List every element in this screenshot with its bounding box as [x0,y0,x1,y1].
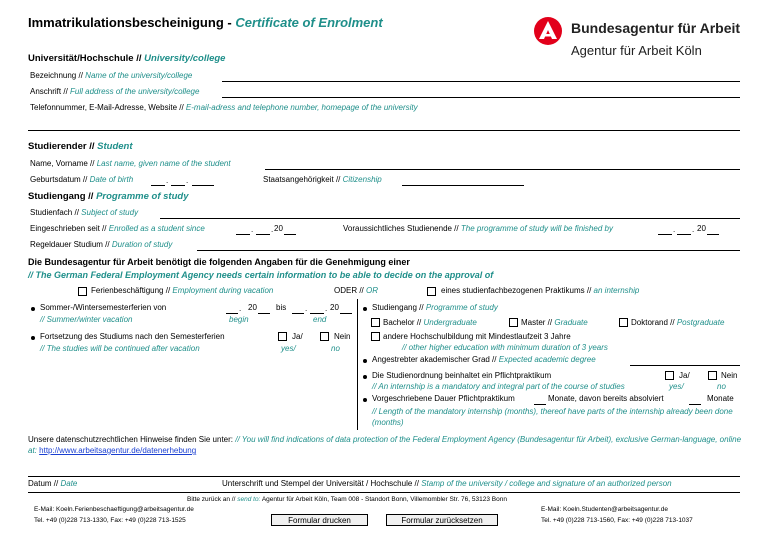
enrolled-label: Eingeschrieben seit // Enrolled as a student since [30,224,205,233]
mandatory-label-2: Monate, davon bereits absolviert [548,394,664,403]
privacy-notice: Unsere datenschutzrechtlichen Hinweise finden Sie unter: // You will find indications of data protection of the Federal Employment Agency (Bundesagentur für Arbeit), exclusive German-language, online at: http://www.arbeitsagentur.de/datenerhebung [28,435,742,455]
university-contact-label: Telefonnummer, E-Mail-Adresse, Website // E-mail-adress and telephone number, homepage of the university [30,103,418,112]
subject-label: Studienfach // Subject of study [30,208,139,217]
enrolled-year-field[interactable] [284,234,296,235]
regulation-yes-checkbox[interactable] [665,371,674,380]
regulation-yes-label-en: yes/ [669,382,684,391]
continue-label-en: // The studies will be continued after vacation [40,344,200,353]
column-divider [357,299,358,430]
university-heading: Universität/Hochschule // University/college [28,53,226,64]
regulation-yes-label: Ja/ [679,371,690,380]
vacation-begin-day-field[interactable] [226,313,238,314]
page-title [28,15,383,31]
holiday-job-checkbox[interactable] [78,287,87,296]
to-label: bis [276,303,287,312]
finish-month-field[interactable] [677,234,691,235]
mandatory-months-field[interactable] [534,404,546,405]
vacation-label: Sommer-/Wintersemesterferien von [40,303,167,312]
left-email: E-Mail: Koeln.Ferienbeschaeftigung@arbeitsagentur.de [34,506,194,513]
bullet-icon [363,375,367,379]
left-phone: Tel. +49 (0)228 713-1330, Fax: +49 (0)228 713-1525 [34,517,186,524]
title-en: Certificate of Enrolment [235,15,383,30]
vacation-begin-year-field[interactable] [258,313,270,314]
mandatory-label-1: Vorgeschriebene Dauer Pflichtpraktikum [372,394,515,403]
subject-field[interactable] [160,218,740,219]
date-label: Datum // Date [28,479,78,488]
approval-heading-en: // The German Federal Employment Agency needs certain information to be able to decide on the approval of [28,270,494,280]
vacation-label-en: // Summer/winter vacation [40,315,133,324]
programme-type-label: Studiengang // Programme of study [372,303,498,312]
university-name-label: Bezeichnung // Name of the university/college [30,71,193,80]
bullet-icon [31,336,35,340]
agency-office: Agentur für Arbeit Köln [571,43,702,58]
regulation-label-en: // An internship is a mandatory and integral part of the course of studies [372,382,625,391]
finish-year-prefix: 20 [697,224,706,233]
continue-no-checkbox[interactable] [320,332,329,341]
master-checkbox[interactable] [509,318,518,327]
programme-heading: Studiengang // Programme of study [28,191,189,202]
finish-day-field[interactable] [658,234,672,235]
doctorate-label: Doktorand // Postgraduate [631,318,725,327]
vacation-end-year-field[interactable] [340,313,352,314]
bullet-icon [363,359,367,363]
mandatory-label-en: // Length of the mandatory internship (months), thereof have parts of the internship already been done (months) [372,407,733,427]
university-contact-field[interactable] [28,130,740,131]
dob-month-field[interactable] [171,185,185,186]
privacy-link[interactable]: http://www.arbeitsagentur.de/datenerhebung [39,446,197,455]
vacation-begin-year-prefix: 20 [248,303,257,312]
university-address-field[interactable] [222,97,740,98]
continue-label: Fortsetzung des Studiums nach den Semesterferien [40,332,225,341]
university-name-field[interactable] [222,81,740,82]
bullet-icon [363,398,367,402]
or-label: ODER // OR [334,286,379,295]
reset-button[interactable]: Formular zurücksetzen [386,514,498,526]
continue-no-label-en: no [331,344,340,353]
student-name-field[interactable] [265,169,740,170]
dob-day-field[interactable] [151,185,165,186]
degree-field[interactable] [630,365,740,366]
finish-year-field[interactable] [707,234,719,235]
regulation-no-label: Nein [721,371,738,380]
begin-label: begin [229,315,249,324]
holiday-job-label: Ferienbeschäftigung // Employment during vacation [91,286,274,295]
doctorate-checkbox[interactable] [619,318,628,327]
other-education-label: andere Hochschulbildung mit Mindestlaufzeit 3 Jahre [383,332,571,341]
student-dob-label: Geburtsdatum // Date of birth [30,175,134,184]
send-to: Bitte zurück an // send to: Agentur für Arbeit Köln, Team 008 - Standort Bonn, Villemombler Str. 76, 53123 Bonn [187,496,507,503]
enrolled-year-prefix: 20 [274,224,283,233]
vacation-end-year-prefix: 20 [330,303,339,312]
continue-yes-label: Ja/ [292,332,303,341]
duration-field[interactable] [197,250,740,251]
degree-label: Angestrebter akademischer Grad // Expected academic degree [372,355,596,364]
internship-label: eines studienfachbezogenen Praktikums // an internship [441,286,640,295]
title-de: Immatrikulationsbescheinigung - [28,15,232,30]
student-name-label: Name, Vorname // Last name, given name of the student [30,159,231,168]
master-label: Master // Graduate [521,318,588,327]
citizenship-label: Staatsangehörigkeit // Citizenship [263,175,382,184]
dob-year-field[interactable] [192,185,214,186]
enrolled-day-field[interactable] [236,234,250,235]
other-education-label-en: // other higher education with minimum duration of 3 years [402,343,608,352]
end-label: end [313,315,327,324]
finish-label: Voraussichtliches Studienende // The programme of study will be finished by [343,224,613,233]
duration-label: Regeldauer Studium // Duration of study [30,240,173,249]
right-email: E-Mail: Koeln.Studenten@arbeitsagentur.de [541,506,668,513]
citizenship-field[interactable] [402,185,524,186]
continue-no-label: Nein [334,332,351,341]
enrolled-month-field[interactable] [256,234,270,235]
internship-checkbox[interactable] [427,287,436,296]
vacation-end-month-field[interactable] [310,313,324,314]
regulation-no-label-en: no [717,382,726,391]
bullet-icon [31,307,35,311]
print-button[interactable]: Formular drucken [271,514,368,526]
bullet-icon [363,307,367,311]
mandatory-label-3: Monate [707,394,734,403]
right-phone: Tel. +49 (0)228 713-1560, Fax: +49 (0)228 713-1037 [541,517,693,524]
stamp-label: Unterschrift und Stempel der Universität / Hochschule // Stamp of the university / college and signature of an authorized person [222,479,672,488]
regulation-label: Die Studienordnung beinhaltet ein Pflichtpraktikum [372,371,552,380]
continue-yes-checkbox[interactable] [278,332,287,341]
continue-yes-label-en: yes/ [281,344,296,353]
completed-months-field[interactable] [689,404,701,405]
student-heading: Studierender // Student [28,141,133,152]
bachelor-checkbox[interactable] [371,318,380,327]
footer-divider [28,492,740,493]
approval-heading-de: Die Bundesagentur für Arbeit benötigt die folgenden Angaben für die Genehmigung einer [28,257,410,267]
signature-line[interactable] [28,476,740,477]
regulation-no-checkbox[interactable] [708,371,717,380]
university-address-label: Anschrift // Full address of the university/college [30,87,200,96]
other-education-checkbox[interactable] [371,332,380,341]
bachelor-label: Bachelor // Undergraduate [383,318,477,327]
vacation-end-day-field[interactable] [292,313,304,314]
agency-name: Bundesagentur für Arbeit [571,20,741,36]
agency-logo-icon [533,16,563,46]
